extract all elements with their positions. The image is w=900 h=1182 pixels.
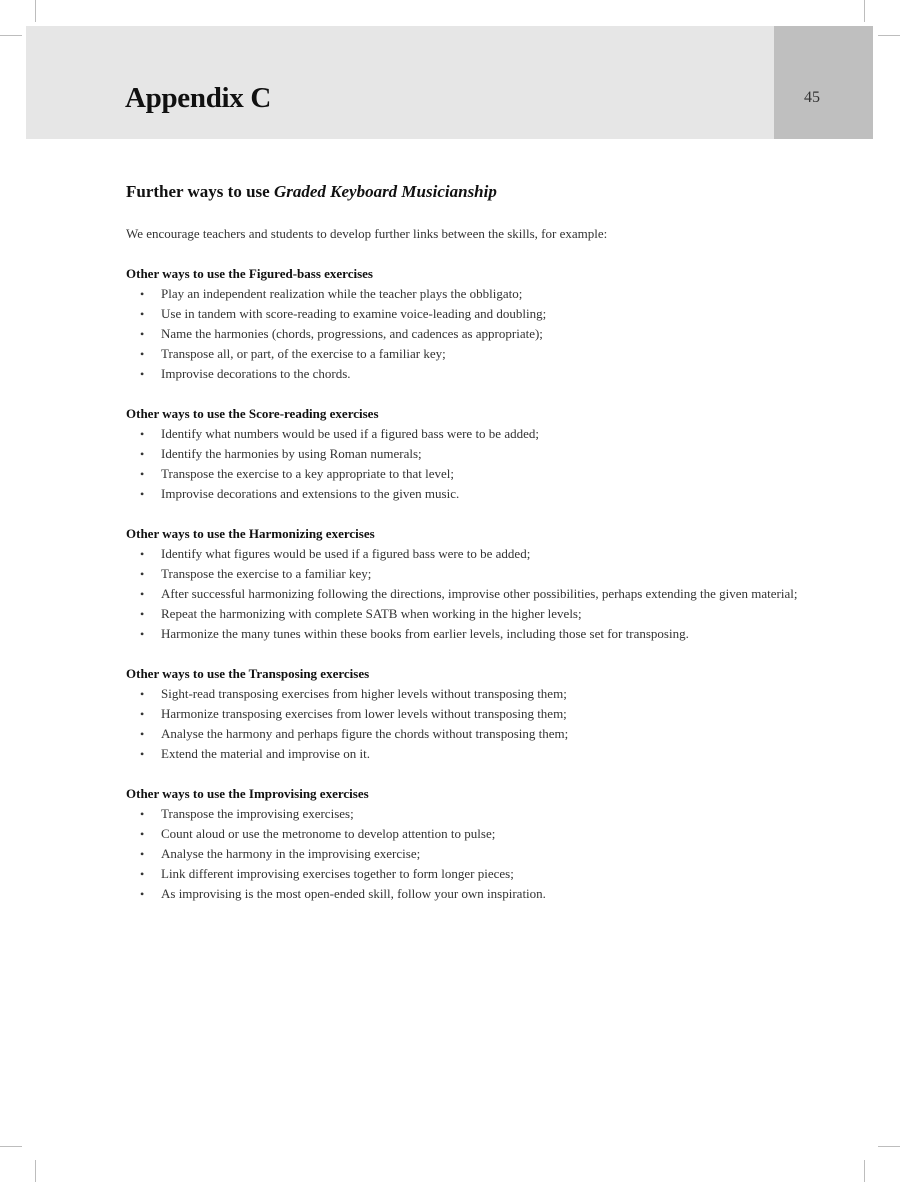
bullet-icon: • xyxy=(140,367,145,381)
list-item-text: Analyse the harmony in the improvising exercise; xyxy=(161,846,421,861)
list-item xyxy=(126,604,806,624)
list-item xyxy=(126,484,806,504)
group-title: Other ways to use the Score-reading exercises xyxy=(126,406,379,421)
crop-mark xyxy=(878,1146,900,1147)
list-item xyxy=(126,284,806,304)
bullet-list xyxy=(126,284,806,384)
list-item xyxy=(126,864,806,884)
group-title: Other ways to use the Harmonizing exercises xyxy=(126,526,375,541)
bullet-icon: • xyxy=(140,327,145,341)
list-item xyxy=(126,704,806,724)
list-item-text: Transpose the exercise to a familiar key; xyxy=(161,566,372,581)
list-item xyxy=(126,304,806,324)
list-item xyxy=(126,464,806,484)
chapter-title: Appendix C xyxy=(125,82,272,114)
bullet-icon: • xyxy=(140,827,145,841)
crop-mark xyxy=(35,1160,36,1182)
list-item xyxy=(126,344,806,364)
section-heading-plain: Further ways to use xyxy=(126,182,274,201)
list-item xyxy=(126,824,806,844)
list-item-text: Analyse the harmony and perhaps figure the chords without transposing them; xyxy=(161,726,569,741)
bullet-list xyxy=(126,684,806,764)
list-item-text: Link different improvising exercises together to form longer pieces; xyxy=(161,866,514,881)
list-item-text: Use in tandem with score-reading to examine voice-leading and doubling; xyxy=(161,306,547,321)
list-item xyxy=(126,584,806,604)
bullet-icon: • xyxy=(140,547,145,561)
bullet-list xyxy=(126,804,806,904)
list-item-text: After successful harmonizing following the directions, improvise other possibilities, perhaps extending the given material; xyxy=(161,586,798,601)
list-item xyxy=(126,844,806,864)
bullet-list xyxy=(126,424,806,504)
exercise-group xyxy=(126,524,806,644)
list-item-text: Transpose all, or part, of the exercise to a familiar key; xyxy=(161,346,446,361)
list-item-text: Identify what numbers would be used if a figured bass were to be added; xyxy=(161,426,539,441)
list-item-text: Repeat the harmonizing with complete SATB when working in the higher levels; xyxy=(161,606,582,621)
list-item xyxy=(126,724,806,744)
exercise-group xyxy=(126,404,806,504)
crop-mark xyxy=(35,0,36,22)
exercise-group xyxy=(126,784,806,904)
crop-mark xyxy=(864,0,865,22)
list-item-text: Name the harmonies (chords, progressions, and cadences as appropriate); xyxy=(161,326,543,341)
list-item-text: Harmonize the many tunes within these books from earlier levels, including those set for transposing. xyxy=(161,626,689,641)
list-item xyxy=(126,884,806,904)
crop-mark xyxy=(0,1146,22,1147)
bullet-icon: • xyxy=(140,347,145,361)
bullet-icon: • xyxy=(140,287,145,301)
list-item-text: Transpose the improvising exercises; xyxy=(161,806,354,821)
list-item-text: Harmonize transposing exercises from lower levels without transposing them; xyxy=(161,706,567,721)
crop-mark xyxy=(0,35,22,36)
bullet-icon: • xyxy=(140,887,145,901)
list-item xyxy=(126,324,806,344)
list-item-text: Improvise decorations to the chords. xyxy=(161,366,351,381)
group-title: Other ways to use the Figured-bass exercises xyxy=(126,266,373,281)
bullet-list xyxy=(126,544,806,644)
bullet-icon: • xyxy=(140,747,145,761)
bullet-icon: • xyxy=(140,587,145,601)
crop-mark xyxy=(878,35,900,36)
bullet-icon: • xyxy=(140,847,145,861)
bullet-icon: • xyxy=(140,307,145,321)
book-title: Graded Keyboard Musicianship xyxy=(273,182,497,201)
list-item xyxy=(126,424,806,444)
bullet-icon: • xyxy=(140,867,145,881)
list-item-text: Identify the harmonies by using Roman numerals; xyxy=(161,446,422,461)
bullet-icon: • xyxy=(140,727,145,741)
bullet-icon: • xyxy=(140,707,145,721)
group-title: Other ways to use the Transposing exercises xyxy=(126,666,370,681)
list-item xyxy=(126,364,806,384)
list-item xyxy=(126,544,806,564)
page-number: 45 xyxy=(804,89,820,106)
group-title: Other ways to use the Improvising exercises xyxy=(126,786,369,801)
exercise-group xyxy=(126,664,806,764)
list-item-text: Extend the material and improvise on it. xyxy=(161,746,371,761)
list-item-text: Sight-read transposing exercises from higher levels without transposing them; xyxy=(161,686,567,701)
bullet-icon: • xyxy=(140,427,145,441)
bullet-icon: • xyxy=(140,687,145,701)
section-heading xyxy=(126,180,806,204)
list-item-text: Count aloud or use the metronome to develop attention to pulse; xyxy=(161,826,496,841)
list-item xyxy=(126,624,806,644)
list-item-text: Improvise decorations and extensions to the given music. xyxy=(161,486,460,501)
list-item-text: As improvising is the most open-ended skill, follow your own inspiration. xyxy=(161,886,546,901)
list-item-text: Identify what figures would be used if a figured bass were to be added; xyxy=(161,546,531,561)
list-item xyxy=(126,684,806,704)
page-number-tab xyxy=(774,26,873,139)
page-content xyxy=(126,180,806,904)
list-item xyxy=(126,444,806,464)
bullet-icon: • xyxy=(140,607,145,621)
intro-paragraph: We encourage teachers and students to develop further links between the skills, for example: xyxy=(126,226,608,241)
bullet-icon: • xyxy=(140,447,145,461)
bullet-icon: • xyxy=(140,567,145,581)
list-item-text: Transpose the exercise to a key appropriate to that level; xyxy=(161,466,455,481)
crop-mark xyxy=(864,1160,865,1182)
bullet-icon: • xyxy=(140,467,145,481)
exercise-sections xyxy=(126,264,806,904)
bullet-icon: • xyxy=(140,627,145,641)
list-item xyxy=(126,744,806,764)
bullet-icon: • xyxy=(140,487,145,501)
list-item xyxy=(126,804,806,824)
list-item xyxy=(126,564,806,584)
bullet-icon: • xyxy=(140,807,145,821)
exercise-group xyxy=(126,264,806,384)
list-item-text: Play an independent realization while the teacher plays the obbligato; xyxy=(161,286,523,301)
